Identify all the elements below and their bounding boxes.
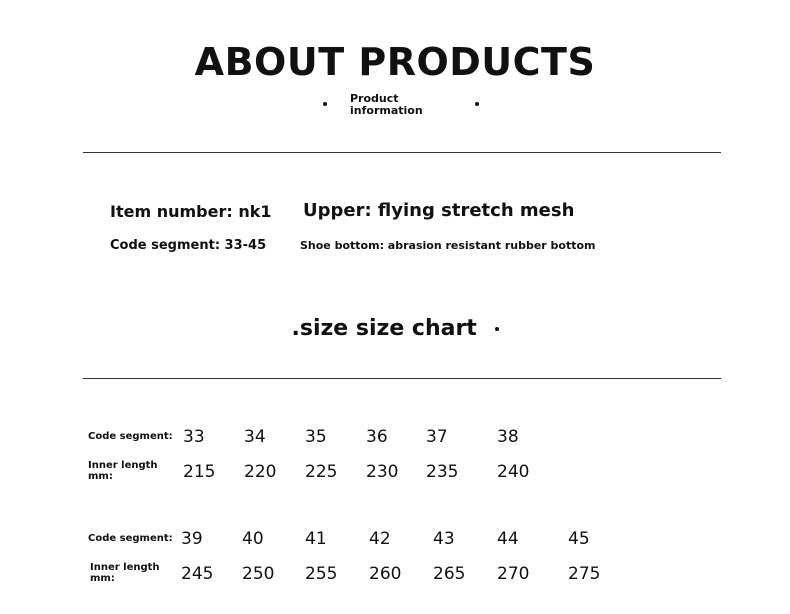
- size-chart-title-text: .size size chart: [291, 316, 477, 341]
- size-code-41: 41: [305, 529, 327, 549]
- inner-length-265: 265: [433, 564, 466, 584]
- subtitle-line-1: Product: [350, 92, 399, 105]
- inner-length-270: 270: [497, 564, 530, 584]
- length-label-1-line-2: mm:: [88, 471, 113, 482]
- length-label-2: [90, 562, 160, 584]
- inner-length-240: 240: [497, 462, 530, 482]
- code-label-1: Code segment:: [88, 431, 173, 442]
- size-code-36: 36: [366, 427, 388, 447]
- page-title: ABOUT PRODUCTS: [194, 40, 596, 84]
- bullet-icon: [495, 327, 499, 331]
- inner-length-215: 215: [183, 462, 216, 482]
- shoe-bottom: Shoe bottom: abrasion resistant rubber bottom: [300, 239, 596, 252]
- inner-length-230: 230: [366, 462, 399, 482]
- subtitle-line-2: information: [350, 104, 423, 117]
- size-code-37: 37: [426, 427, 448, 447]
- bullet-right-icon: [475, 102, 479, 106]
- length-label-2-line-1: Inner length: [90, 562, 160, 573]
- inner-length-275: 275: [568, 564, 601, 584]
- bullet-left-icon: [323, 102, 327, 106]
- inner-length-260: 260: [369, 564, 402, 584]
- size-code-45: 45: [568, 529, 590, 549]
- inner-length-245: 245: [181, 564, 214, 584]
- size-code-40: 40: [242, 529, 264, 549]
- code-label-2: Code segment:: [88, 533, 173, 544]
- length-label-2-line-2: mm:: [90, 573, 115, 584]
- size-code-39: 39: [181, 529, 203, 549]
- inner-length-255: 255: [305, 564, 338, 584]
- subtitle: [350, 93, 423, 117]
- code-segment-range: Code segment: 33-45: [110, 238, 267, 253]
- size-code-34: 34: [244, 427, 266, 447]
- upper-material: Upper: flying stretch mesh: [303, 200, 575, 221]
- inner-length-220: 220: [244, 462, 277, 482]
- length-label-1-line-1: Inner length: [88, 460, 158, 471]
- inner-length-235: 235: [426, 462, 459, 482]
- size-code-33: 33: [183, 427, 205, 447]
- size-code-42: 42: [369, 529, 391, 549]
- size-code-35: 35: [305, 427, 327, 447]
- size-chart-title: [0, 316, 790, 341]
- inner-length-225: 225: [305, 462, 338, 482]
- item-number: Item number: nk1: [110, 202, 272, 221]
- divider-top: [83, 152, 721, 153]
- size-code-43: 43: [433, 529, 455, 549]
- size-code-44: 44: [497, 529, 519, 549]
- divider-bottom: [83, 378, 721, 379]
- inner-length-250: 250: [242, 564, 275, 584]
- size-code-38: 38: [497, 427, 519, 447]
- length-label-1: [88, 460, 158, 482]
